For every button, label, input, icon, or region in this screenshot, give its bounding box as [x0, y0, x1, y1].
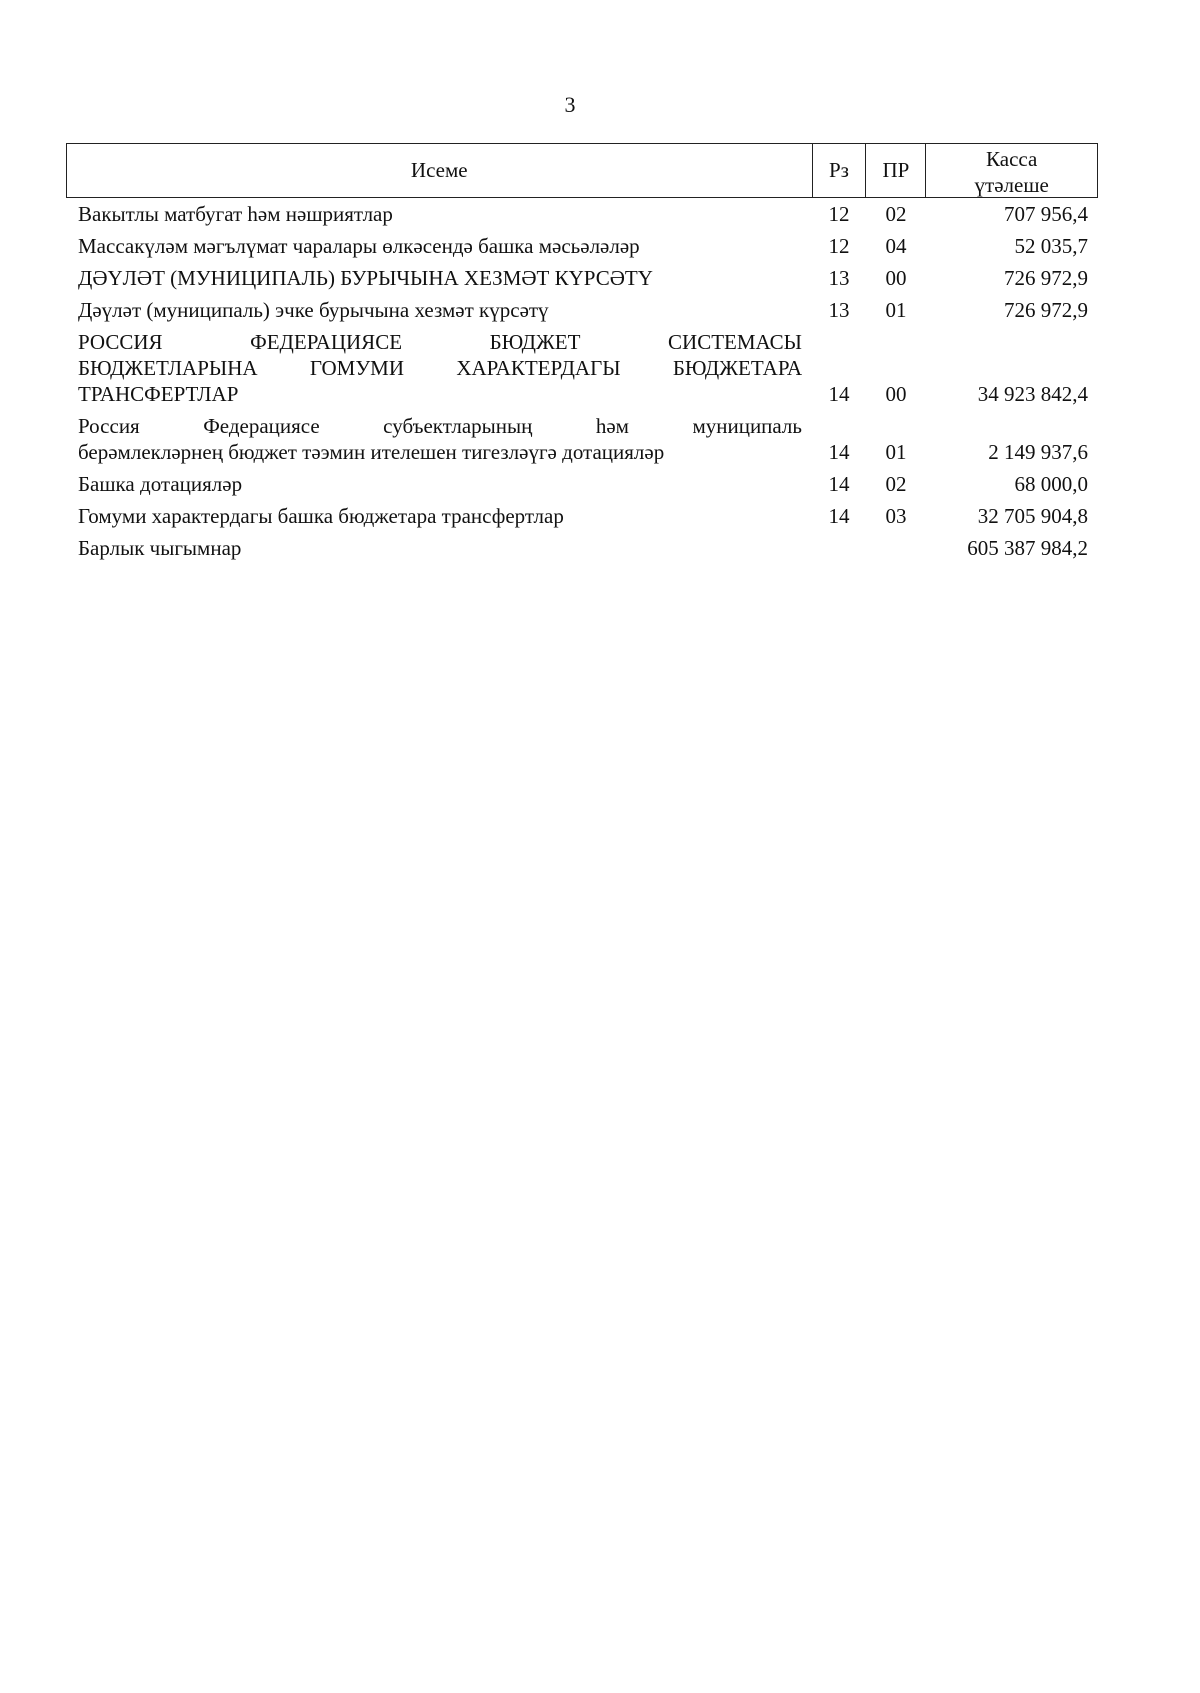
row-sum: 2 149 937,6 — [988, 440, 1088, 464]
table-row — [66, 262, 1098, 294]
row-name-line: Россия Федерациясе субъектларының һәм муниципаль — [78, 414, 802, 438]
row-sum: 726 972,9 — [1004, 298, 1088, 322]
row-name — [66, 297, 812, 323]
table-row-total — [66, 532, 1098, 564]
table-row — [66, 230, 1098, 262]
table-row — [66, 468, 1098, 500]
row-name — [66, 535, 812, 561]
row-name-line: Барлык чыгымнар — [78, 536, 242, 560]
header-rz: Рз — [812, 144, 866, 197]
row-pr: 02 — [885, 472, 907, 496]
row-name-line: берәмлекләрнең бюджет тәэмин ителешен тигезләүгә дотацияләр — [78, 440, 665, 464]
row-name-line: Дәүләт (муниципаль) эчке бурычына хезмәт күрсәтү — [78, 298, 549, 322]
row-name-line: ТРАНСФЕРТЛАР — [78, 382, 239, 406]
row-sum: 52 035,7 — [1014, 234, 1088, 258]
row-sum: 605 387 984,2 — [967, 536, 1088, 560]
row-name-line: Вакытлы матбугат һәм нәшриятлар — [78, 202, 393, 226]
row-name — [66, 471, 812, 497]
row-name-line: Массакүләм мәгълүмат чаралары өлкәсендә башка мәсьәләләр — [78, 234, 640, 258]
row-sum: 34 923 842,4 — [977, 382, 1088, 406]
table-row — [66, 410, 1098, 468]
row-name — [66, 233, 812, 259]
row-name — [66, 201, 812, 227]
header-sum-line2: үтәлеше — [974, 172, 1049, 197]
row-pr: 01 — [885, 298, 907, 322]
row-name — [66, 503, 812, 529]
row-name — [66, 265, 812, 291]
row-name-line: БЮДЖЕТЛАРЫНА ГОМУМИ ХАРАКТЕРДАГЫ БЮДЖЕТАРА — [78, 356, 802, 380]
budget-table — [66, 143, 1098, 564]
row-name-line: Башка дотацияләр — [78, 472, 243, 496]
row-rz: 12 — [828, 234, 850, 258]
row-rz: 14 — [828, 440, 850, 464]
row-pr: 01 — [885, 440, 907, 464]
row-pr: 04 — [885, 234, 907, 258]
row-pr: 02 — [885, 202, 907, 226]
row-sum: 68 000,0 — [1014, 472, 1088, 496]
row-name-line: РОССИЯ ФЕДЕРАЦИЯСЕ БЮДЖЕТ СИСТЕМАСЫ — [78, 330, 802, 354]
row-pr: 00 — [885, 382, 907, 406]
row-name — [66, 329, 812, 407]
row-sum: 32 705 904,8 — [977, 504, 1088, 528]
table-row — [66, 198, 1098, 230]
row-name-line: ДӘҮЛӘТ (МУНИЦИПАЛЬ) БУРЫЧЫНА ХЕЗМӘТ КҮРСӘТҮ — [78, 266, 653, 290]
row-rz: 14 — [828, 504, 850, 528]
table-row — [66, 294, 1098, 326]
row-rz: 12 — [828, 202, 850, 226]
header-name: Исеме — [410, 158, 468, 182]
table-row — [66, 326, 1098, 410]
table-header — [66, 143, 1098, 198]
header-pr: ПР — [865, 144, 925, 197]
row-pr: 00 — [885, 266, 907, 290]
header-sum — [925, 144, 1097, 197]
row-sum: 707 956,4 — [1004, 202, 1088, 226]
page-number: 3 — [564, 92, 576, 117]
row-rz: 14 — [828, 382, 850, 406]
row-sum: 726 972,9 — [1004, 266, 1088, 290]
row-rz: 13 — [828, 266, 850, 290]
row-rz: 14 — [828, 472, 850, 496]
table-row — [66, 500, 1098, 532]
row-rz: 13 — [828, 298, 850, 322]
header-sum-line1: Касса — [986, 146, 1038, 171]
row-name-line: Гомуми характердагы башка бюджетара трансфертлар — [78, 504, 564, 528]
row-pr: 03 — [885, 504, 907, 528]
row-name — [66, 413, 812, 465]
